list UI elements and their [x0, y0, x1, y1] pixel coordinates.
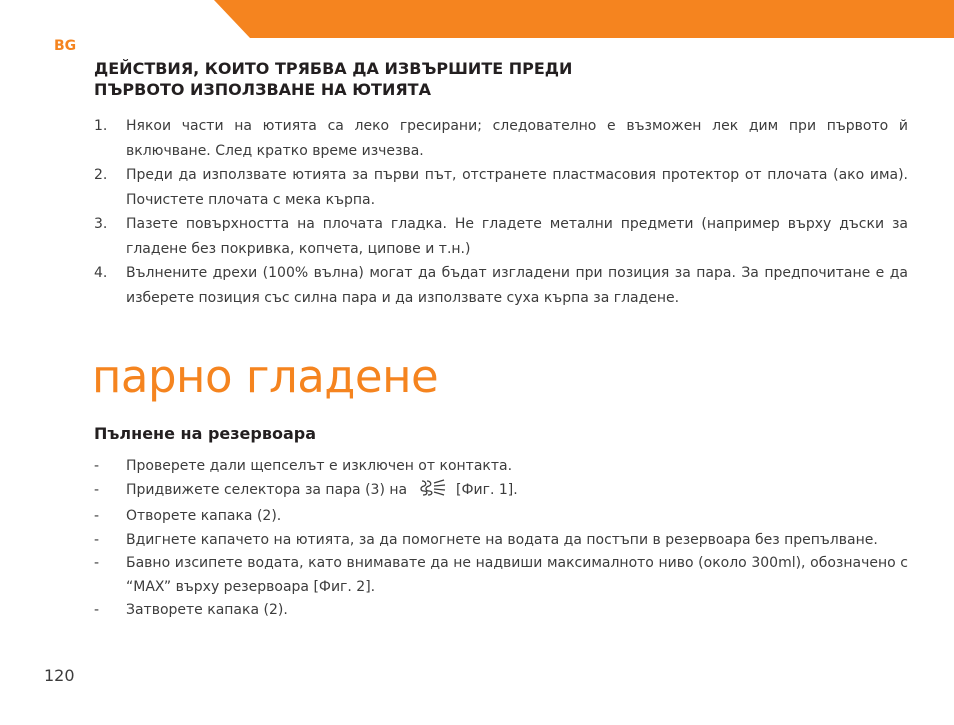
list-number: 4. — [94, 265, 108, 281]
list-dash: - — [94, 555, 100, 571]
list-item — [94, 529, 908, 553]
section-heading — [94, 58, 794, 100]
list-dash: - — [94, 458, 100, 474]
list-item — [94, 261, 908, 310]
list-item — [94, 114, 908, 163]
list-text: Пазете повърхността на плочата гладка. Не гладете метални предмети (например върху дъски за гладене без покривка, копчета, ципове и т.н.) — [126, 216, 908, 257]
list-text-figure-ref: [Фиг. 1]. — [456, 481, 518, 498]
list-number: 1. — [94, 118, 108, 134]
list-dash: - — [94, 508, 100, 524]
list-item — [94, 479, 908, 506]
list-number: 2. — [94, 167, 108, 183]
list-dash: - — [94, 481, 100, 498]
list-item — [94, 599, 908, 623]
list-text: Вълнените дрехи (100% вълна) могат да бъдат изгладени при позиция за пара. За предпочитане е да изберете позиция със силна пара и да използвате суха кърпа за гладене. — [126, 265, 908, 306]
page-number: 120 — [44, 666, 75, 685]
list-item — [94, 505, 908, 529]
section-heading-line-2: ПЪРВОТО ИЗПОЛЗВАНЕ НА ЮТИЯТА — [94, 80, 431, 99]
steam-setting-icon — [416, 479, 448, 506]
header-accent-band — [214, 0, 954, 38]
list-text: Бавно изсипете водата, като внимавате да не надвиши максималното ниво (около 300ml), обозначено с “MAX” върху резервоара [Фиг. 2]. — [126, 555, 908, 595]
list-text: Проверете дали щепселът е изключен от контакта. — [126, 458, 513, 474]
list-text: Отворете капака (2). — [126, 508, 282, 524]
list-text: Придвижете селектора за пара (3) на — [126, 481, 408, 498]
list-item — [94, 455, 908, 479]
list-dash: - — [94, 602, 100, 618]
page-title: парно гладене — [92, 350, 439, 403]
list-dash: - — [94, 531, 100, 548]
language-code: BG — [54, 38, 77, 54]
list-text: Някои части на ютията са леко гресирани; следователно е възможен лек дим при първото й включване. След кратко време изчезва. — [126, 118, 908, 159]
list-item — [94, 163, 908, 212]
list-text: Вдигнете капачето на ютията, за да помогнете на водата да постъпи в резервоара без препълване. — [126, 531, 878, 548]
subsection-heading: Пълнене на резервоара — [94, 424, 317, 443]
list-item — [94, 552, 908, 599]
list-number: 3. — [94, 216, 108, 232]
section-heading-line-1: ДЕЙСТВИЯ, КОИТО ТРЯБВА ДА ИЗВЪРШИТЕ ПРЕДИ — [94, 59, 573, 78]
list-text: Преди да използвате ютията за първи път, отстранете пластмасовия протектор от плочата (ако има). Почистете плочата с мека кърпа. — [126, 167, 908, 208]
list-text: Затворете капака (2). — [126, 602, 288, 618]
list-item — [94, 212, 908, 261]
numbered-instructions — [94, 114, 908, 310]
dash-instructions — [94, 455, 908, 623]
